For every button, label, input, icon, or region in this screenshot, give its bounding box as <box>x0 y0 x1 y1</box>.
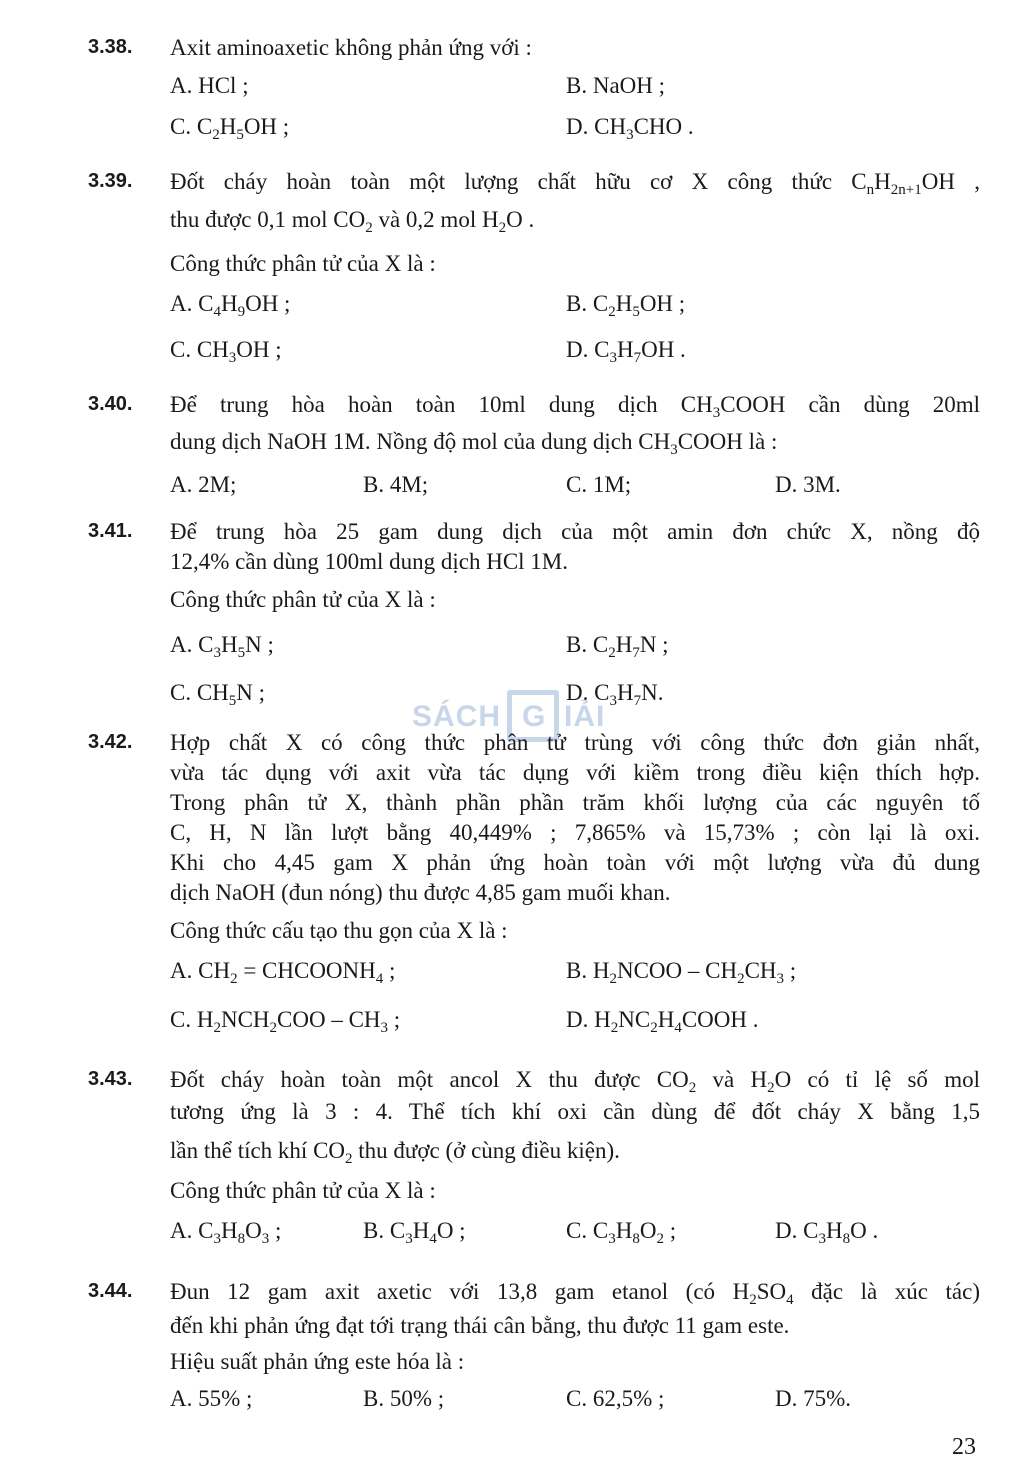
question-number: 3.43. <box>88 1068 133 1090</box>
watermark-text-right: IẢI <box>564 700 606 733</box>
option-a: A. $C_3H_8O_3$ ; <box>170 1218 282 1247</box>
option-b: B. $C_3H_4O$ ; <box>363 1218 466 1247</box>
question-stem-line: Khi cho 4,45 gam X phản ứng hoàn toàn với một lượng vừa đủ dung <box>170 850 980 875</box>
question-stem-line: Hiệu suất phản ứng este hóa là : <box>170 1349 465 1374</box>
page-number: 23 <box>952 1434 976 1460</box>
option-c: C. $C_3H_8O_2$ ; <box>566 1218 677 1247</box>
option-c: C. $H_2NCH_2COO - CH_3$ ; <box>170 1007 401 1036</box>
option-b: B. $H_2NCOO - CH_2CH_3$ ; <box>566 958 797 987</box>
question-number: 3.42. <box>88 731 133 753</box>
question-stem-line: Đun 12 gam axit axetic với 13,8 gam etanol (có $H_2SO_4$ đặc là xúc tác) <box>170 1279 980 1308</box>
question-stem-line: Để trung hòa hoàn toàn 10ml dung dịch $CH_3COOH$ cần dùng 20ml <box>170 392 981 421</box>
option-d: D. $CH_3CHO$ . <box>566 114 694 143</box>
option-b: B. 4M; <box>363 472 429 497</box>
question-stem-line: tương ứng là 3 : 4. Thể tích khí oxi cần dùng để đốt cháy X bằng 1,5 <box>170 1099 980 1124</box>
question-stem-line: Công thức cấu tạo thu gọn của X là : <box>170 918 508 943</box>
option-c: C. $CH_3OH$ ; <box>170 337 282 366</box>
question-stem-line: Công thức phân tử của X là : <box>170 587 436 612</box>
option-b: B. NaOH ; <box>566 73 666 98</box>
question-stem-line: dung dịch NaOH 1M. Nồng độ mol của dung dịch $CH_3COOH$ là : <box>170 429 778 458</box>
question-stem: Axit aminoaxetic không phản ứng với : <box>170 35 532 60</box>
option-d: D. 75%. <box>775 1386 852 1411</box>
question-stem-line: Để trung hòa 25 gam dung dịch của một amin đơn chức X, nồng độ <box>170 519 980 544</box>
question-stem-line: lần thể tích khí $CO_2$ thu được (ở cùng điều kiện). <box>170 1138 620 1167</box>
option-a: A. $CH_2$ = $CHCOONH_4$ ; <box>170 958 396 987</box>
option-d: D. $C_3H_7N$. <box>566 680 664 709</box>
question-number: 3.40. <box>88 393 133 415</box>
option-d: D. $H_2NC_2H_4COOH$ . <box>566 1007 759 1036</box>
option-b: B. 50% ; <box>363 1386 445 1411</box>
option-a: A. $C_3H_5N$ ; <box>170 632 274 661</box>
question-stem-line: C, H, N lần lượt bằng 40,449% ; 7,865% và 15,73% ; còn lại là oxi. <box>170 820 980 845</box>
question-stem-line: Công thức phân tử của X là : <box>170 1178 436 1203</box>
option-a: A. 55% ; <box>170 1386 253 1411</box>
option-d: D. 3M. <box>775 472 841 497</box>
option-c: C. $C_2H_5OH$ ; <box>170 114 290 143</box>
option-c: C. 1M; <box>566 472 632 497</box>
question-stem-line: Công thức phân tử của X là : <box>170 251 436 276</box>
option-d: D. $C_3H_8O$ . <box>775 1218 879 1247</box>
question-number: 3.41. <box>88 520 133 542</box>
option-a: A. $C_4H_9OH$ ; <box>170 291 291 320</box>
question-number: 3.44. <box>88 1280 133 1302</box>
watermark-text-left: SÁCH <box>412 700 502 733</box>
option-a: A. 2M; <box>170 472 237 497</box>
watermark-box-letter: G <box>522 700 547 733</box>
question-stem-line: 12,4% cần dùng 100ml dung dịch HCl 1M. <box>170 549 568 574</box>
question-stem-line: Hợp chất X có công thức phân tử trùng với công thức đơn giản nhất, <box>170 730 980 755</box>
question-stem-line: dịch NaOH (đun nóng) thu được 4,85 gam muối khan. <box>170 880 671 905</box>
option-a: A. HCl ; <box>170 73 249 98</box>
option-c: C. $CH_5N$ ; <box>170 680 266 709</box>
option-c: C. 62,5% ; <box>566 1386 665 1411</box>
question-stem-line: thu được 0,1 mol $CO_2$ và 0,2 mol $H_2O$ . <box>170 207 535 236</box>
option-d: D. $C_3H_7OH$ . <box>566 337 686 366</box>
question-stem-line: Trong phân tử X, thành phần phần trăm khối lượng của các nguyên tố <box>170 790 980 815</box>
option-b: B. $C_2H_5OH$ ; <box>566 291 686 320</box>
question-stem-line: vừa tác dụng với axit vừa tác dụng với kiềm trong điều kiện thích hợp. <box>170 760 980 785</box>
question-stem-line: Đốt cháy hoàn toàn một ancol X thu được $CO_2$ và $H_2O$ có tỉ lệ số mol <box>170 1067 980 1096</box>
question-stem-line: đến khi phản ứng đạt tới trạng thái cân bằng, thu được 11 gam este. <box>170 1313 790 1338</box>
question-number: 3.39. <box>88 170 133 192</box>
option-b: B. $C_2H_7N$ ; <box>566 632 669 661</box>
question-stem-line: Đốt cháy hoàn toàn một lượng chất hữu cơ X công thức $C_nH_{2n+1}OH$ , <box>170 169 980 198</box>
question-number: 3.38. <box>88 36 133 58</box>
